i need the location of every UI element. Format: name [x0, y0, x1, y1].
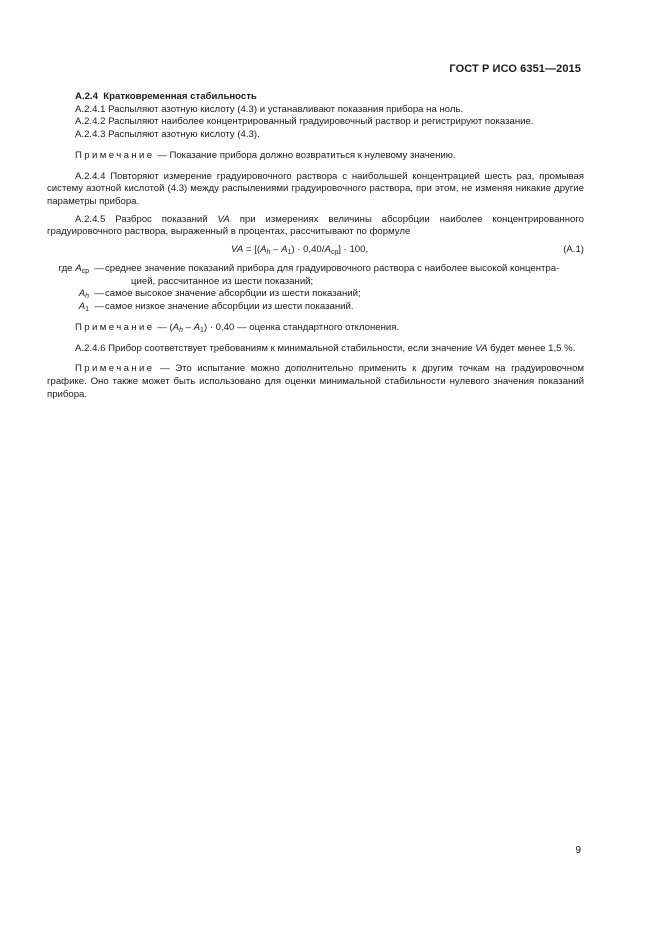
definition-symbol: где $A_{ср}$ [58, 263, 89, 276]
clause-a243: А.2.4.3 Распыляют азотную кислоту (4.3). [75, 129, 260, 141]
note-text: — Показание прибора должно возвратиться к нулевому значению. [154, 149, 456, 161]
document-header: ГОСТ Р ИСО 6351—2015 [449, 63, 581, 75]
section-number: А.2.4 [75, 91, 98, 102]
clause-a245: А.2.4.5 Разброс показаний VA при измерениях величины абсорбции наиболее концентрированного градуировочного раствора, выраженный в процентах, рассчитывают по формуле [47, 213, 584, 238]
definition-text: среднее значение показаний прибора для градуировочного раствора с наиболее высокой концентра- цией, рассчитанное из шести показаний; [105, 263, 560, 287]
note-1 [47, 150, 584, 163]
formula-expression: VA = $[(A_h - A_1) \cdot 0,40/A_{ср}] \cdot 100$, [231, 244, 369, 257]
definition-text: самое низкое значение абсорбции из шести показаний. [105, 301, 354, 313]
formula-a1 [47, 244, 584, 258]
definition-row: $A_h$ — самое высокое значение абсорбции из шести показаний; [47, 288, 584, 301]
note-label: Примечание [75, 321, 155, 333]
clause-a241: А.2.4.1 Распыляют азотную кислоту (4.3) и устанавливают показания прибора на ноль. [75, 103, 464, 115]
definition-row: где $A_{ср}$ — среднее значение показаний прибора для градуировочного раствора с наиболее высокой концентра- цией, рассчитанное из шести показаний; [47, 263, 584, 288]
symbol-definitions [47, 263, 584, 314]
definition-text: самое высокое значение абсорбции из шести показаний; [105, 288, 361, 300]
definition-symbol: $A_h$ [78, 288, 89, 301]
clause-a242: А.2.4.2 Распыляют наиболее концентрированный градуировочный раствор и регистрируют показание. [75, 116, 534, 128]
page-number: 9 [575, 845, 581, 856]
definition-symbol: $A_1$ [78, 301, 89, 314]
note-label: Примечание [75, 363, 155, 375]
section-heading [47, 91, 584, 104]
section-title: Кратковременная стабильность [103, 91, 257, 102]
note-3 [47, 363, 584, 401]
note-label: Примечание [75, 149, 155, 161]
formula-number: (А.1) [563, 244, 584, 256]
note-text: — Это испытание можно дополнительно применить к другим точкам на градуировочном графике. Оно также может быть использовано для оценки минимальной стабильности нулевого значения показаний прибора. [47, 363, 584, 400]
note-2: Примечание — $(A_h - A_1) \cdot 0,40$ — оценка стандартного отклонения. [75, 321, 400, 334]
document-body [47, 91, 584, 401]
clause-a244: А.2.4.4 Повторяют измерение градуировочного раствора с наибольшей концентрацией шесть раз, промывая систему азотной кислотой (4.3) между распылениями градуировочного раствора, при этом, не изменяя никакие другие параметры прибора. [47, 170, 584, 207]
definition-row: $A_1$ — самое низкое значение абсорбции из шести показаний. [47, 301, 584, 314]
clause-a246: А.2.4.6 Прибор соответствует требованиям к минимальной стабильности, если значение VA будет менее 1,5 %. [75, 342, 576, 354]
